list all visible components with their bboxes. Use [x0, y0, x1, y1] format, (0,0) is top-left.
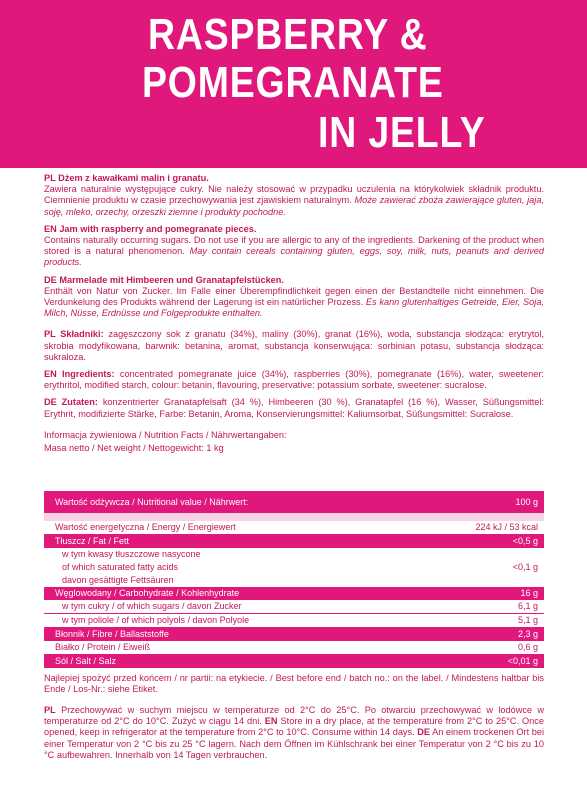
nutrition-table — [44, 491, 544, 668]
pl-allergen-note: Może zawierać zboża zawierające gluten, jaja, soję, mleko, orzechy, orzeszki ziemne i produkty pochodne. — [44, 195, 544, 217]
nutrition-row — [44, 535, 544, 549]
de-description-head: DE Marmelade mit Himbeeren und Granatapfelstücken. — [44, 274, 284, 285]
nutrition-row — [44, 574, 544, 587]
nutrition-row-value: <0,1 g — [512, 562, 538, 572]
nutrition-row — [44, 587, 544, 600]
nutrition-row — [44, 641, 544, 655]
spacer-row — [44, 513, 544, 521]
nutrition-row-value: <0,5 g — [437, 535, 544, 549]
de-ingredients — [44, 397, 544, 419]
title-line-2: POMEGRANATE — [142, 58, 444, 107]
nutrition-row-value: 5,1 g — [437, 614, 544, 628]
nutrition-header-row — [44, 491, 544, 513]
nutrition-row-label: davon gesättigte Fettsäuren — [62, 575, 174, 585]
net-weight: Masa netto / Net weight / Nettogewicht: 1 kg — [44, 442, 224, 453]
storage-en-text: Store in a dry place, at the temperature from 2°C to 25°C. Once opened, keep in refrigerator at the temperature from 2°C to 10°C. Consume within 14 days. — [44, 716, 544, 738]
de-description-body: Enthält von Natur von Zucker. Im Falle einer Überempfindlichkeit gegen einen der Bestandteile nicht einnehmen. Die Verdunkelung des Produkts während der Lagerung ist ein natürlicher Prozess. — [44, 285, 544, 308]
pl-description-body: Zawiera naturalnie występujące cukry. Nie należy stosować w przypadku uczulenia na którykolwiek składnik produktu. Ciemnienie produktu w czasie przechowywania jest zjawiskiem naturalnym. — [44, 184, 544, 206]
de-ingredients-label: DE Zutaten: — [44, 397, 98, 408]
nutrition-row-label: Tłuszcz / Fat / Fett — [44, 535, 437, 549]
nutrition-row-value: 6,1 g — [437, 600, 544, 614]
nutrition-header-value: 100 g — [437, 491, 544, 513]
en-description — [44, 224, 544, 269]
nutrition-header-label: Wartość odżywcza / Nutritional value / Nährwert: — [44, 491, 437, 513]
title-banner — [0, 0, 587, 168]
de-allergen-note: Es kann glutenhaltiges Getreide, Eier, Soja, Milch, Nüsse, Erdnüsse und Folgeprodukte enthalten. — [44, 297, 544, 319]
nutrition-row-label: Węglowodany / Carbohydrate / Kohlenhydrate — [44, 587, 437, 600]
nutrition-row — [44, 655, 544, 669]
nutrition-row-value — [437, 548, 544, 561]
en-description-head: EN Jam with raspberry and pomegranate pieces. — [44, 223, 257, 234]
nutrition-row-value: 0,6 g — [437, 641, 544, 655]
nutrition-row-label: w tym cukry / of which sugars / davon Zucker — [44, 600, 437, 614]
en-allergen-note: May contain cereals containing gluten, eggs, soy, milk, nuts, peanuts and derived products. — [44, 246, 544, 268]
storage-pl-label: PL — [44, 705, 56, 715]
nutrition-row-label: w tym kwasy tłuszczowe nasycone — [62, 549, 201, 559]
en-ingredients-text: concentrated pomegranate juice (34%), raspberries (30%), pomegranate (16%), water, sweetener: erythritol, modified starch, colour: betanin, flavouring, preservative: potassium sorbate, sweetener: sucralose. — [44, 369, 544, 391]
pl-ingredients — [44, 329, 544, 363]
storage-de-text: An einem trockenen Ort bei einer Temperatur von 2 °C bis zu 25 °C lagern. Nach dem Öffnen im Kühlschrank bei einer Temperatur von 2 °C bis zu 10 °C aufbewahren. Innerhalb von 14 Tagen verbrauchen. — [44, 727, 544, 760]
nutrition-row — [44, 561, 544, 574]
nutrition-row-value: 2,3 g — [437, 628, 544, 642]
nutrition-row-value: 224 kJ / 53 kcal — [437, 521, 544, 535]
pl-ingredients-text: zagęszczony sok z granatu (34%), maliny (30%), granat (16%), woda, substancja słodząca: erytrytol, skrobia modyfikowana, barwnik: betanina, aromat, substancja konserwująca: sorbinian potasu, substancja słodząca: sukraloza. — [44, 329, 544, 362]
de-ingredients-text: konzentrierter Granatapfelsaft (34 %), Himbeeren (30 %), Granatapfel (16 %), Wasser, Süßungsmittel: Erythrit, modifizierte Stärke, Farbe: Betanin, Aroma, Konservierungsmittel: Kaliumsorbat, Süßungsmittel: Sucralose. — [44, 397, 544, 419]
nutrition-row-value: <0,01 g — [437, 655, 544, 669]
nutrition-row-label: Białko / Protein / Eiweiß — [44, 641, 437, 655]
nutrition-row-value: 16 g — [437, 587, 544, 600]
storage-pl-text: Przechowywać w suchym miejscu w temperaturze od 2°C do 25°C. Po otwarciu przechowywać w lodówce w temperaturze od 2°C do 10°C. Zużyć w ciągu 14 dni. — [44, 705, 544, 727]
en-ingredients-label: EN Ingredients: — [44, 369, 115, 380]
label-text — [44, 173, 544, 454]
nutrition-row-label: w tym poliole / of which polyols / davon Polyole — [44, 614, 437, 628]
pl-description — [44, 173, 544, 218]
pl-description-head: PL Dżem z kawałkami malin i granatu. — [44, 173, 209, 183]
title-line-1: RASPBERRY & — [148, 10, 428, 59]
storage-instructions — [44, 705, 544, 761]
nutrition-row-value — [437, 574, 544, 587]
nutrition-row — [44, 628, 544, 642]
nutrition-row-label: Błonnik / Fibre / Ballaststoffe — [44, 628, 437, 642]
nutrition-row-label: Sól / Salt / Salz — [44, 655, 437, 669]
nutrition-row-label: Wartość energetyczna / Energy / Energiewert — [44, 521, 437, 535]
nutrition-row — [44, 614, 544, 628]
en-ingredients — [44, 369, 544, 391]
de-description — [44, 275, 544, 320]
nutrition-row — [44, 521, 544, 535]
title-line-3: IN JELLY — [318, 108, 486, 157]
storage-en-label: EN — [264, 716, 278, 727]
nutrition-row — [44, 600, 544, 614]
best-before-note: Najlepiej spożyć przed końcem / nr partii: na etykiecie. / Best before end / batch no.: on the label. / Mindestens haltbar bis Ende / Los-Nr.: siehe Etiket. — [44, 673, 544, 695]
storage-de-label: DE — [417, 727, 431, 738]
nutrition-row — [44, 548, 544, 561]
pl-ingredients-label: PL Składniki: — [44, 329, 104, 340]
nutrition-heading: Informacja żywieniowa / Nutrition Facts / Nährwertangaben: — [44, 429, 287, 440]
en-description-body: Contains naturally occurring sugars. Do not use if you are allergic to any of the ingredients. Darkening of the product when stored is a natural phenomenon. — [44, 235, 544, 257]
nutrition-row-label: of which saturated fatty acids — [62, 562, 179, 572]
